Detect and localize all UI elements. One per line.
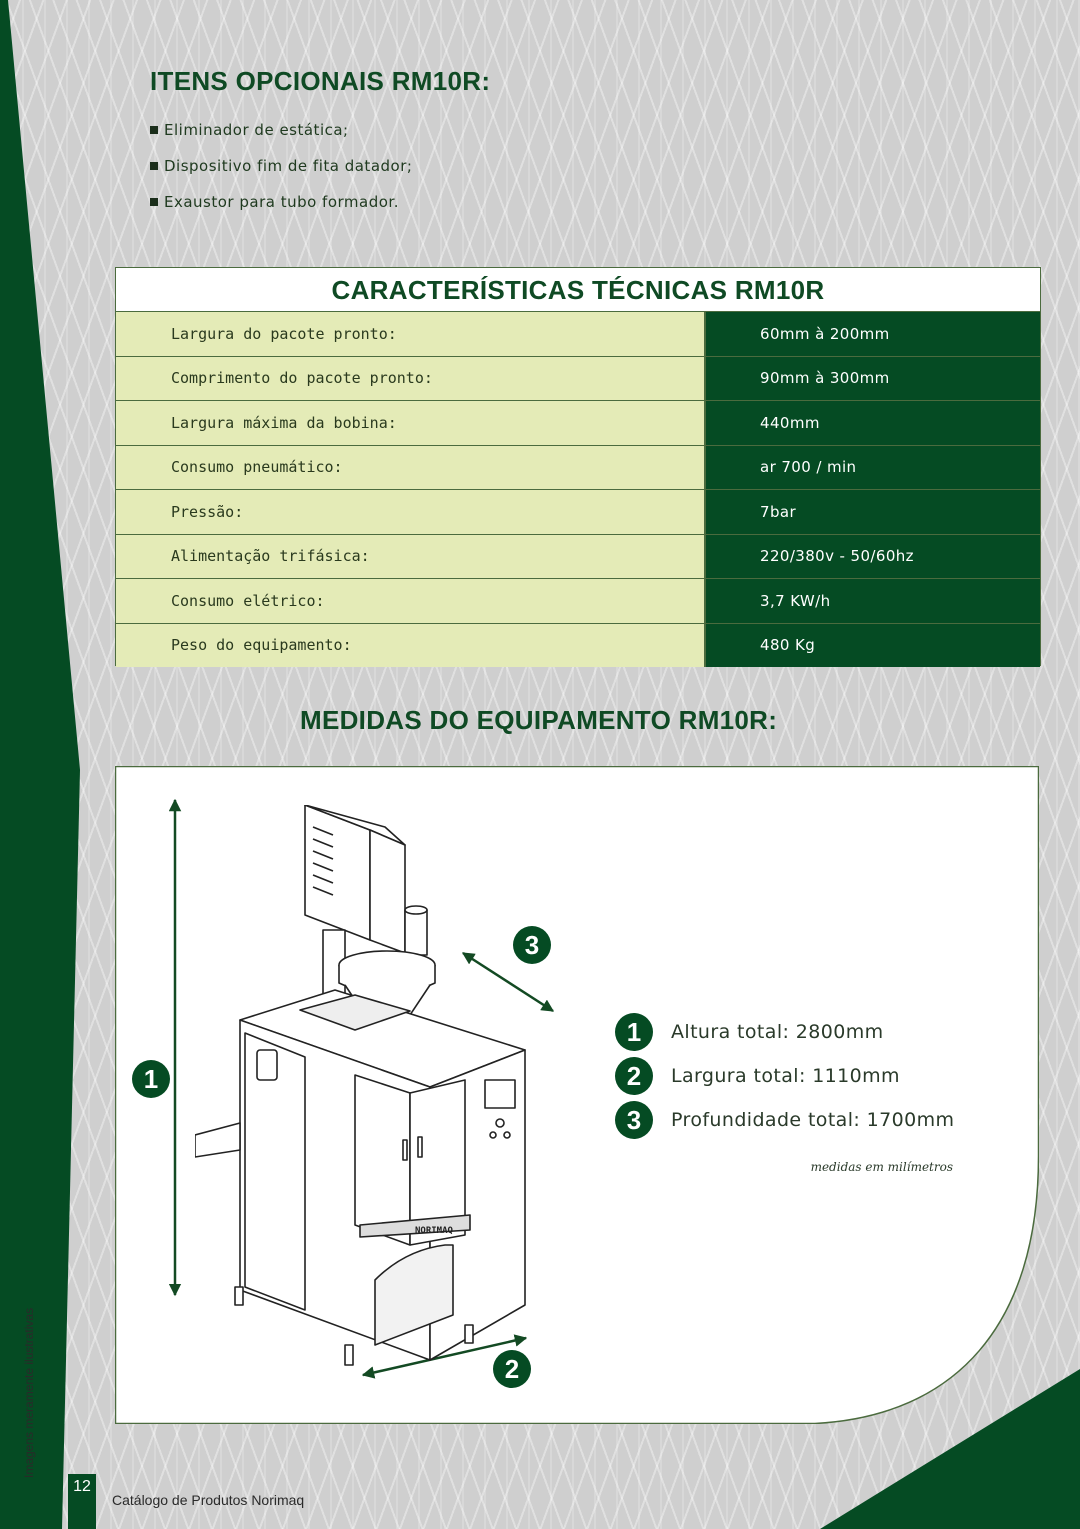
spec-value: ar 700 / min [706, 446, 1040, 490]
machine-brand-label: NORIMAQ [415, 1226, 453, 1236]
marker-width: 2 [493, 1350, 531, 1388]
marker-height: 1 [132, 1060, 170, 1098]
dimension-item-depth [615, 1101, 954, 1139]
page-number: 12 [68, 1474, 96, 1529]
spec-label: Comprimento do pacote pronto: [116, 357, 706, 401]
machine-illustration [195, 805, 535, 1375]
spec-label: Largura do pacote pronto: [116, 312, 706, 356]
dimension-item-width [615, 1057, 900, 1095]
dimensions-note: medidas em milímetros [810, 1160, 953, 1174]
dimension-text: Profundidade total: 1700mm [671, 1109, 955, 1131]
spec-label: Largura máxima da bobina: [116, 401, 706, 445]
optional-item: Dispositivo fim de fita datador; [150, 154, 412, 190]
spec-value: 7bar [706, 490, 1040, 534]
tech-specs-title: CARACTERÍSTICAS TÉCNICAS RM10R [116, 268, 1040, 312]
dimensions-title: MEDIDAS DO EQUIPAMENTO RM10R: [300, 705, 778, 735]
spec-value: 60mm à 200mm [706, 312, 1040, 356]
dimension-text: Altura total: 2800mm [671, 1021, 884, 1043]
spec-label: Peso do equipamento: [116, 624, 706, 668]
spec-label: Consumo elétrico: [116, 579, 706, 623]
optional-item: Eliminador de estática; [150, 118, 412, 154]
spec-label: Pressão: [116, 490, 706, 534]
dimension-number: 1 [615, 1013, 653, 1051]
spec-value: 480 Kg [706, 624, 1040, 668]
spec-value: 220/380v - 50/60hz [706, 535, 1040, 579]
marker-depth: 3 [513, 926, 551, 964]
spec-value: 440mm [706, 401, 1040, 445]
spec-label: Alimentação trifásica: [116, 535, 706, 579]
dimension-text: Largura total: 1110mm [671, 1065, 900, 1087]
dimension-item-height [615, 1013, 884, 1051]
spec-value: 90mm à 300mm [706, 357, 1040, 401]
footer-text: Catálogo de Produtos Norimaq [112, 1492, 305, 1508]
spec-label: Consumo pneumático: [116, 446, 706, 490]
spec-value: 3,7 KW/h [706, 579, 1040, 623]
optional-item: Exaustor para tubo formador. [150, 190, 412, 226]
illustrative-images-note: Imagens meramente ilustrativas [22, 1307, 36, 1478]
dimension-number: 3 [615, 1101, 653, 1139]
optional-items-title: ITENS OPCIONAIS RM10R: [150, 66, 491, 96]
dimension-number: 2 [615, 1057, 653, 1095]
